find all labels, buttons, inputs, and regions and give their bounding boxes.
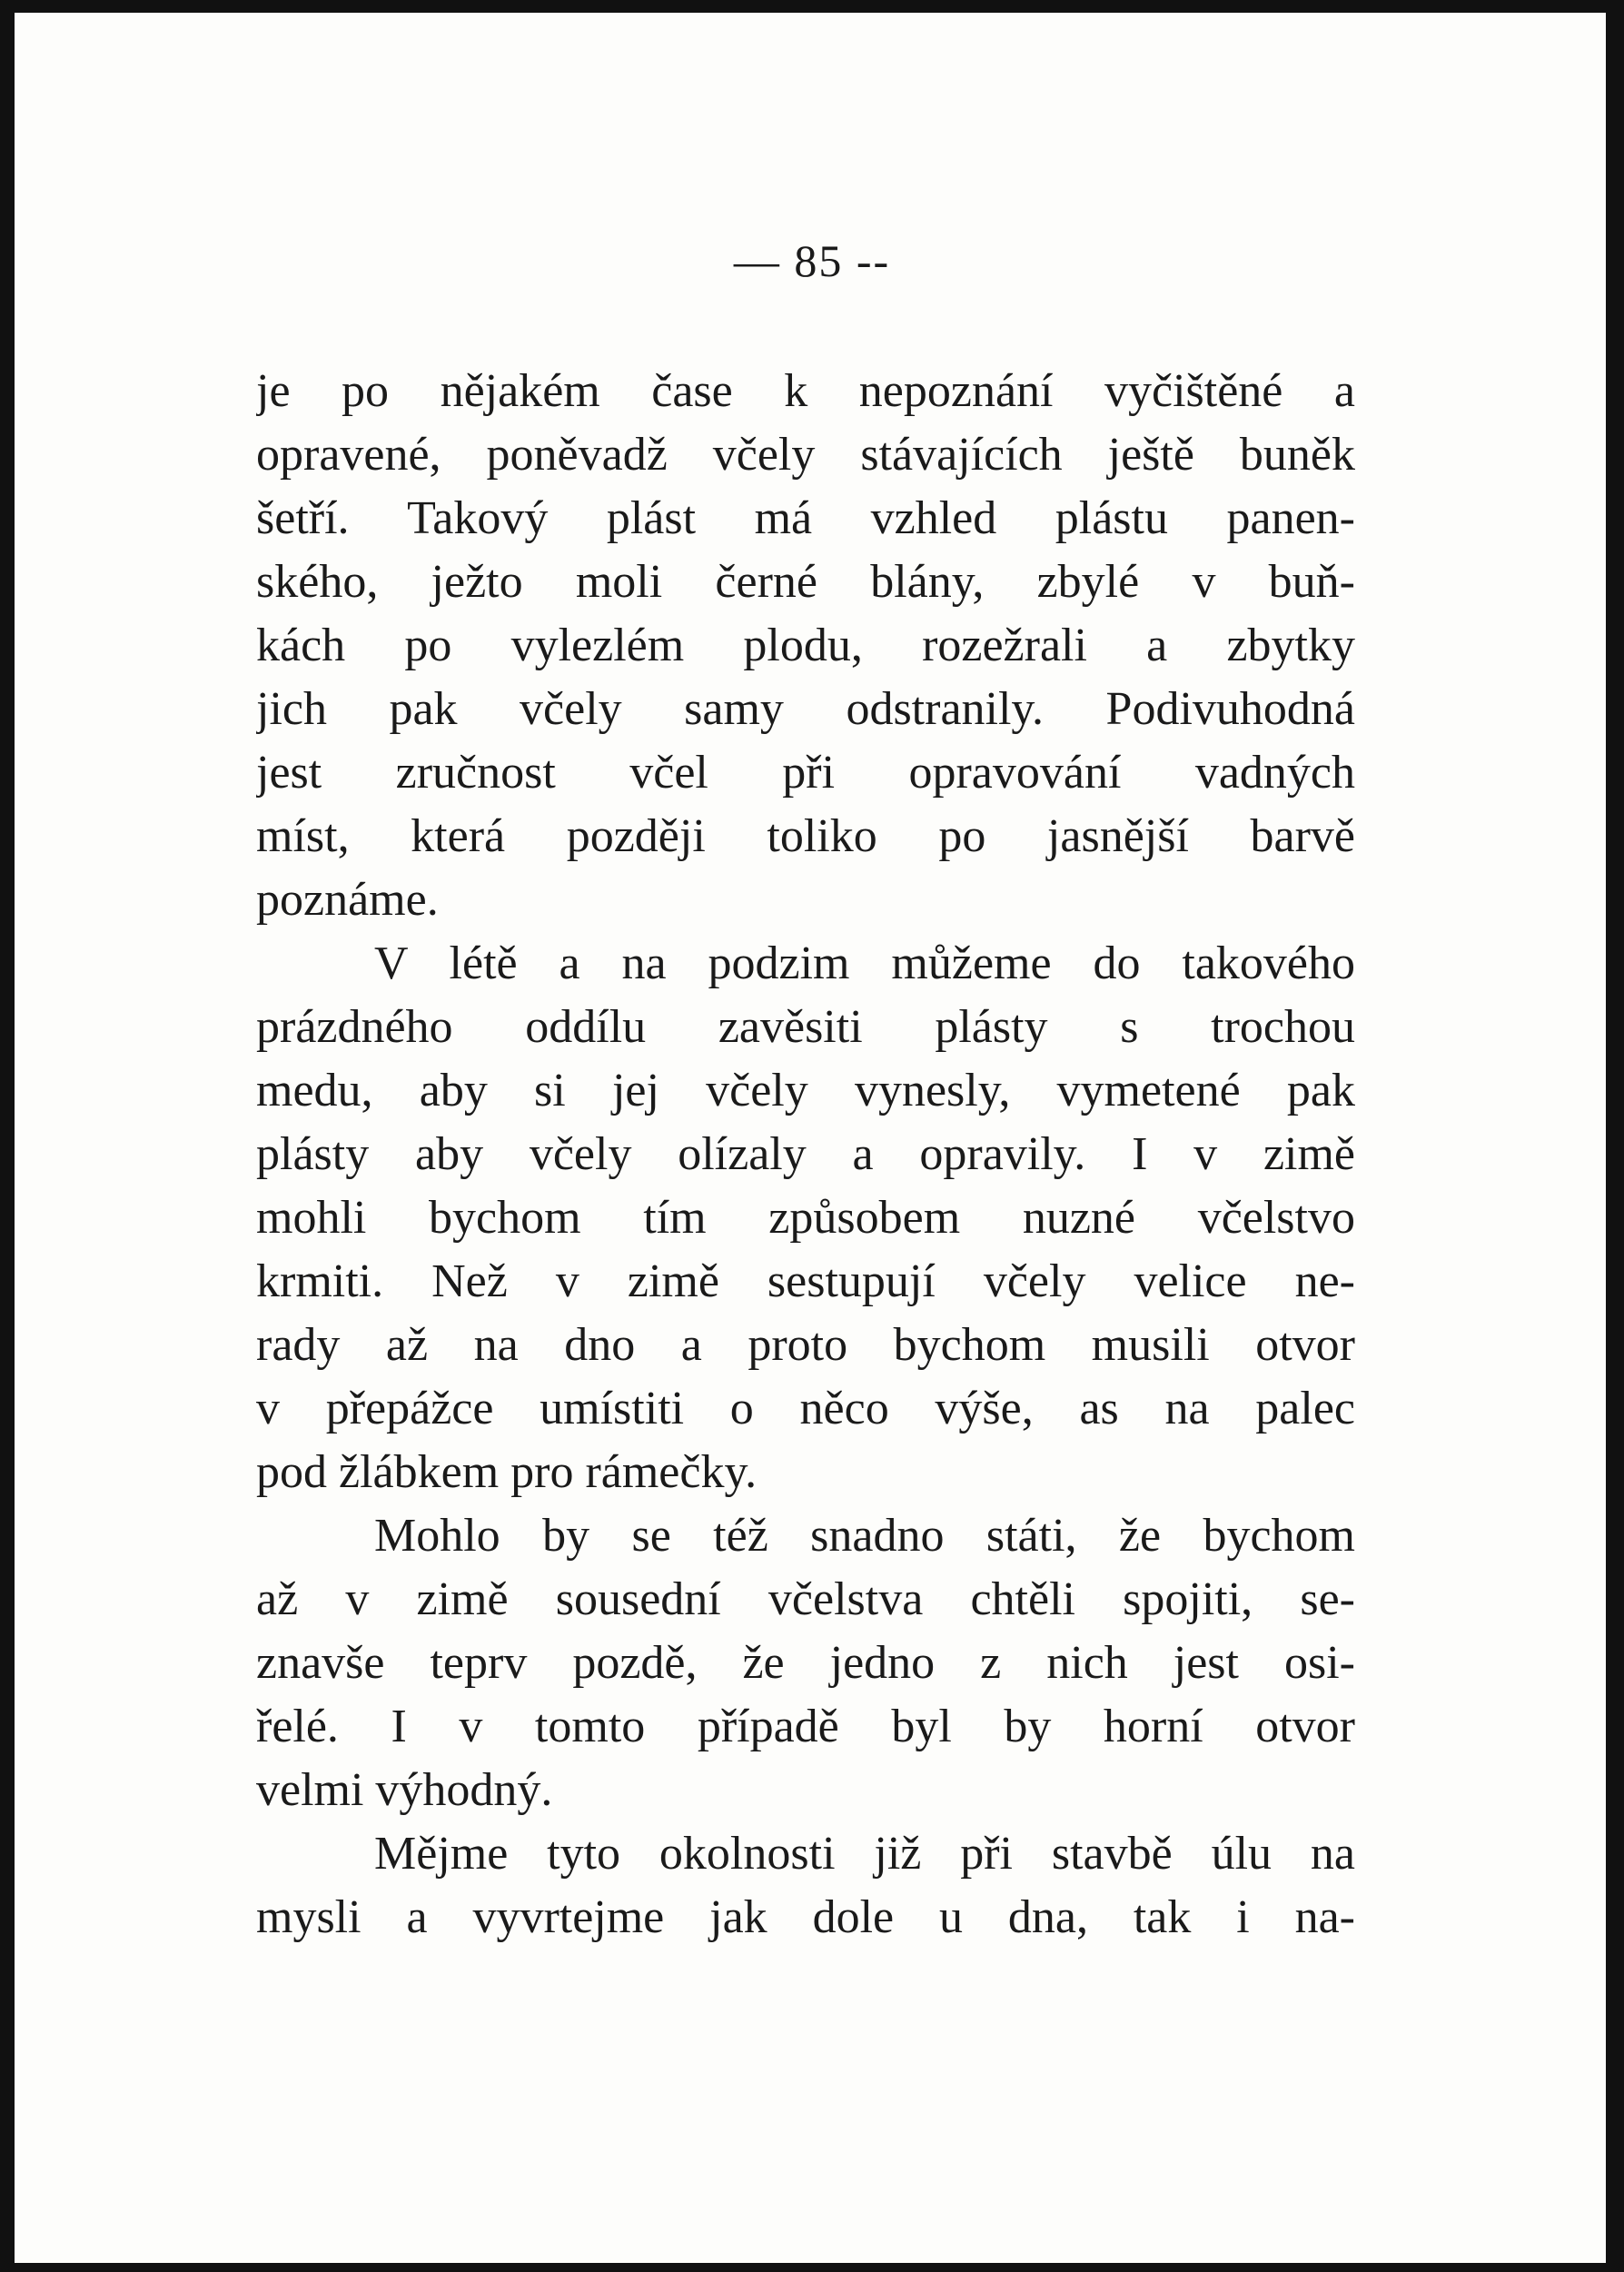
- text-line: řelé. I v tomto případě byl by horní otvor: [256, 1701, 1355, 1752]
- text-line: kách po vylezlém plodu, rozežrali a zbytky: [256, 620, 1355, 671]
- text-line: mysli a vyvrtejme jak dole u dna, tak i na-: [256, 1891, 1355, 1943]
- text-line: míst, která později toliko po jasnější barvě: [256, 810, 1355, 862]
- scan-border-top: [0, 0, 1624, 13]
- scan-border-right: [1606, 0, 1624, 2272]
- text-line: velmi výhodný.: [256, 1764, 553, 1816]
- text-line: krmiti. Než v zimě sestupují včely velice ne-: [256, 1255, 1355, 1307]
- text-line: v přepážce umístiti o něco výše, as na palec: [256, 1383, 1355, 1434]
- text-line: V létě a na podzim můžeme do takového: [374, 938, 1355, 989]
- body-text: [256, 360, 1355, 1950]
- text-line: jich pak včely samy odstranily. Podivuhodná: [256, 683, 1355, 735]
- text-line: znavše teprv pozdě, že jedno z nich jest osi-: [256, 1637, 1355, 1689]
- paragraph: [256, 1822, 1355, 1950]
- scan-border-left: [0, 0, 15, 2272]
- text-line: medu, aby si jej včely vynesly, vymetené pak: [256, 1065, 1355, 1116]
- text-line: ského, ježto moli černé blány, zbylé v buň-: [256, 556, 1355, 608]
- paragraph: [256, 932, 1355, 1504]
- text-line: mohli bychom tím způsobem nuzné včelstvo: [256, 1192, 1355, 1244]
- text-line: rady až na dno a proto bychom musili otvor: [256, 1319, 1355, 1371]
- text-line: poznáme.: [256, 874, 439, 926]
- text-line: prázdného oddílu zavěsiti plásty s trochou: [256, 1001, 1355, 1053]
- text-line: pod žlábkem pro rámečky.: [256, 1446, 758, 1498]
- page-number: — 85 --: [733, 235, 891, 286]
- text-line: je po nějakém čase k nepoznání vyčištěné a: [256, 365, 1355, 417]
- paragraph: [256, 1504, 1355, 1822]
- scan-border-bottom: [0, 2263, 1624, 2272]
- text-line: Mohlo by se též snadno státi, že bychom: [374, 1510, 1355, 1562]
- text-line: šetří. Takový plást má vzhled plástu panen-: [256, 492, 1355, 544]
- paragraph: [256, 360, 1355, 932]
- text-line: až v zimě sousední včelstva chtěli spojiti, se-: [256, 1573, 1355, 1625]
- text-line: jest zručnost včel při opravování vadných: [256, 747, 1355, 799]
- text-line: Mějme tyto okolnosti již při stavbě úlu na: [374, 1828, 1355, 1880]
- text-line: opravené, poněvadž včely stávajících ještě buněk: [256, 429, 1355, 481]
- text-line: plásty aby včely olízaly a opravily. I v zimě: [256, 1128, 1355, 1180]
